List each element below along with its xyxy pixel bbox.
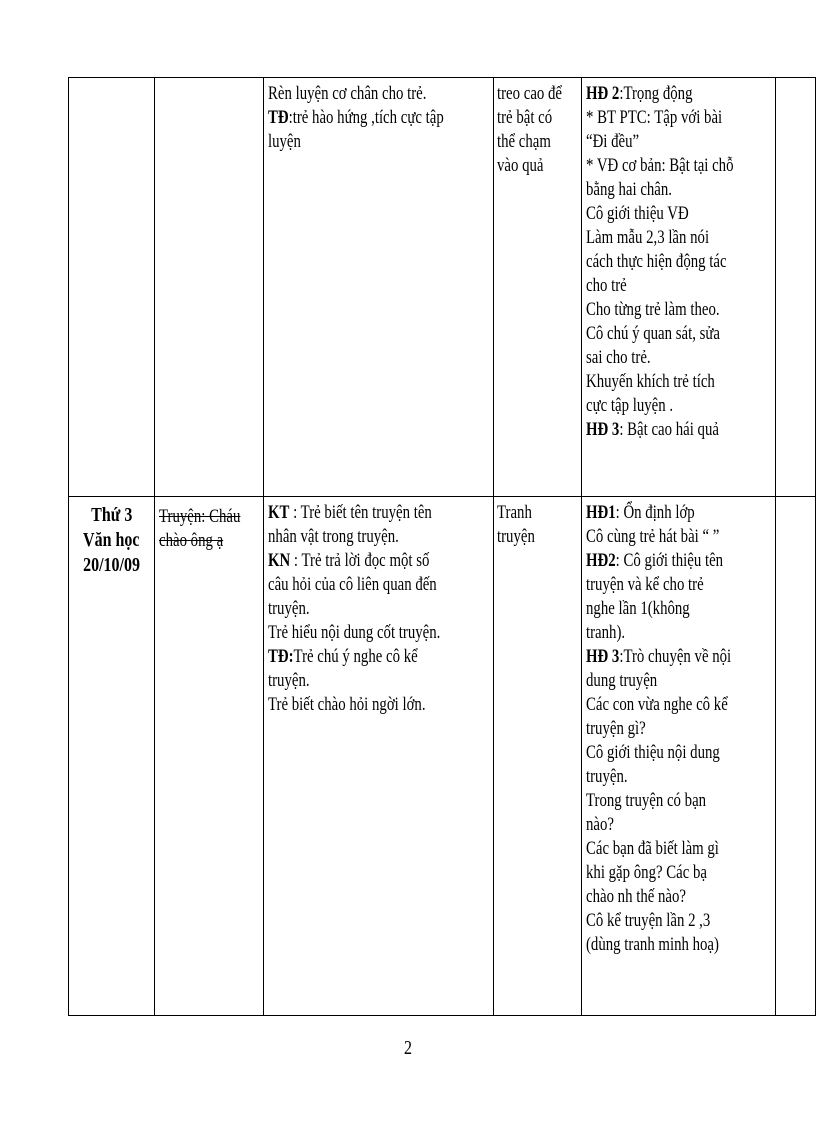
text-line: 20/10/09 xyxy=(82,554,140,576)
table-row xyxy=(69,78,816,497)
text-line: Văn học xyxy=(83,529,140,551)
line-text: Các con vừa nghe cô kể xyxy=(585,694,728,715)
text-line xyxy=(586,597,775,621)
line-text: cực tập luyện . xyxy=(585,395,673,416)
text-line xyxy=(586,549,775,573)
text-line xyxy=(586,202,775,226)
line-text: Trẻ biết chào hỏi ngời lớn. xyxy=(267,694,426,715)
text-line xyxy=(268,621,493,645)
text-line: Truyện: Cháu xyxy=(158,506,240,527)
text-line xyxy=(586,106,775,130)
table-row xyxy=(69,497,816,1016)
text-line xyxy=(586,813,775,837)
text-line xyxy=(268,573,493,597)
line-text: chào nh thế nào? xyxy=(585,886,686,907)
text-line xyxy=(268,549,493,573)
text-line xyxy=(586,274,775,298)
text-line xyxy=(586,645,775,669)
material-cell xyxy=(494,78,581,497)
page-number: 2 xyxy=(404,1037,412,1059)
line-text: Trẻ hiểu nội dung cốt truyện. xyxy=(267,622,441,643)
text-line xyxy=(586,130,775,154)
line-text: :Trò chuyện về nội xyxy=(618,646,731,667)
text-line: Tranh xyxy=(497,502,533,523)
text-line xyxy=(586,765,775,789)
line-text: cách thực hiện động tác xyxy=(585,251,727,272)
text-line xyxy=(586,741,775,765)
text-line xyxy=(586,322,775,346)
text-line xyxy=(586,298,775,322)
text-line: thể chạm xyxy=(497,131,552,152)
text-line xyxy=(268,501,493,525)
line-text: Cô giới thiệu nội dung xyxy=(585,742,720,763)
line-text: Cô chú ý quan sát, sửa xyxy=(585,323,720,344)
line-text: nhân vật trong truyện. xyxy=(267,526,399,547)
line-text: truyện. xyxy=(267,598,310,619)
line-text: Cho từng trẻ làm theo. xyxy=(585,299,720,320)
text-line xyxy=(586,933,775,957)
line-text: câu hỏi của cô liên quan đến xyxy=(267,574,437,595)
line-text: Rèn luyện cơ chân cho trẻ. xyxy=(267,83,427,104)
text-line xyxy=(586,885,775,909)
bold-label: KT xyxy=(267,502,290,523)
text-line xyxy=(586,501,775,525)
bold-label: HĐ 3 xyxy=(585,646,619,667)
line-text: “Đi đều” xyxy=(585,131,639,152)
line-text: Khuyến khích trẻ tích xyxy=(585,371,715,392)
bold-label: HĐ2 xyxy=(585,550,616,571)
text-line xyxy=(268,130,493,154)
text-line xyxy=(268,525,493,549)
text-line xyxy=(586,525,775,549)
line-text: cho trẻ xyxy=(585,275,627,296)
text-line: chào ông ạ xyxy=(158,530,223,551)
text-line xyxy=(268,106,493,130)
line-text: truyện gì? xyxy=(585,718,646,739)
bold-label: HĐ 2 xyxy=(585,83,619,104)
bold-label: HĐ 3 xyxy=(585,419,619,440)
text-line xyxy=(268,645,493,669)
text-line xyxy=(268,693,493,717)
text-line xyxy=(586,717,775,741)
line-text: Làm mẫu 2,3 lần nói xyxy=(585,227,709,248)
line-text: : Trẻ biết tên truyện tên xyxy=(289,502,432,523)
line-text: (dùng tranh minh hoạ) xyxy=(585,934,719,955)
line-text: nghe lần 1(không xyxy=(585,598,690,619)
line-text: truyện và kể cho trẻ xyxy=(585,574,704,595)
line-text: truyện. xyxy=(267,670,310,691)
day-cell xyxy=(69,78,155,497)
line-text: truyện. xyxy=(585,766,628,787)
topic-cell xyxy=(154,497,263,1016)
text-line xyxy=(586,154,775,178)
line-text: : Trẻ trả lời đọc một số xyxy=(290,550,430,571)
bold-label: TĐ: xyxy=(267,646,294,667)
day-cell xyxy=(69,497,155,1016)
line-text: nào? xyxy=(585,814,614,835)
text-line xyxy=(586,394,775,418)
line-text: : Bật cao hái quả xyxy=(618,419,719,440)
text-line: treo cao để xyxy=(497,83,563,104)
activity-cell xyxy=(581,78,775,497)
line-text: :Trọng động xyxy=(618,83,693,104)
line-text: Cô giới thiệu VĐ xyxy=(585,203,689,224)
line-text: dung truyện xyxy=(585,670,657,691)
line-text: khi gặp ông? Các bạ xyxy=(585,862,707,883)
text-line xyxy=(586,250,775,274)
text-line xyxy=(586,693,775,717)
text-line xyxy=(586,370,775,394)
text-line xyxy=(586,909,775,933)
lesson-plan-table xyxy=(68,77,816,1016)
line-text: Cô kể truyện lần 2 ,3 xyxy=(585,910,710,931)
note-cell xyxy=(775,78,815,497)
note-cell xyxy=(775,497,815,1016)
line-text: * BT PTC: Tập với bài xyxy=(585,107,722,128)
objective-cell xyxy=(263,78,493,497)
text-line xyxy=(586,669,775,693)
text-line xyxy=(586,621,775,645)
text-line: vào quả xyxy=(497,155,544,176)
line-text: Các bạn đã biết làm gì xyxy=(585,838,719,859)
text-line xyxy=(586,178,775,202)
text-line xyxy=(586,82,775,106)
line-text: Trẻ chú ý nghe cô kể xyxy=(293,646,418,667)
text-line xyxy=(586,861,775,885)
text-line xyxy=(586,837,775,861)
line-text: bằng hai chân. xyxy=(585,179,672,200)
objective-cell xyxy=(263,497,493,1016)
line-text: tranh). xyxy=(585,622,625,643)
text-line xyxy=(586,226,775,250)
bold-label: HĐ1 xyxy=(585,502,616,523)
text-line xyxy=(586,573,775,597)
line-text: sai cho trẻ. xyxy=(585,347,651,368)
text-line: Thứ 3 xyxy=(90,504,132,526)
text-line: trẻ bật có xyxy=(497,107,553,128)
activity-cell xyxy=(581,497,775,1016)
bold-label: TĐ xyxy=(267,107,289,128)
text-line: truyện xyxy=(497,526,536,547)
text-line xyxy=(268,669,493,693)
bold-label: KN xyxy=(267,550,291,571)
line-text: : Ổn định lớp xyxy=(615,502,695,523)
line-text: Cô cùng trẻ hát bài “ ” xyxy=(585,526,719,547)
line-text: * VĐ cơ bản: Bật tại chỗ xyxy=(585,155,734,176)
line-text: : Cô giới thiệu tên xyxy=(615,550,723,571)
line-text: :trẻ hào hứng ,tích cực tập xyxy=(288,107,444,128)
line-text: Trong truyện có bạn xyxy=(585,790,706,811)
text-line xyxy=(268,597,493,621)
text-line xyxy=(586,418,775,442)
line-text: luyện xyxy=(267,131,301,152)
material-cell xyxy=(494,497,581,1016)
topic-cell xyxy=(154,78,263,497)
text-line xyxy=(268,82,493,106)
text-line xyxy=(586,789,775,813)
text-line xyxy=(586,346,775,370)
